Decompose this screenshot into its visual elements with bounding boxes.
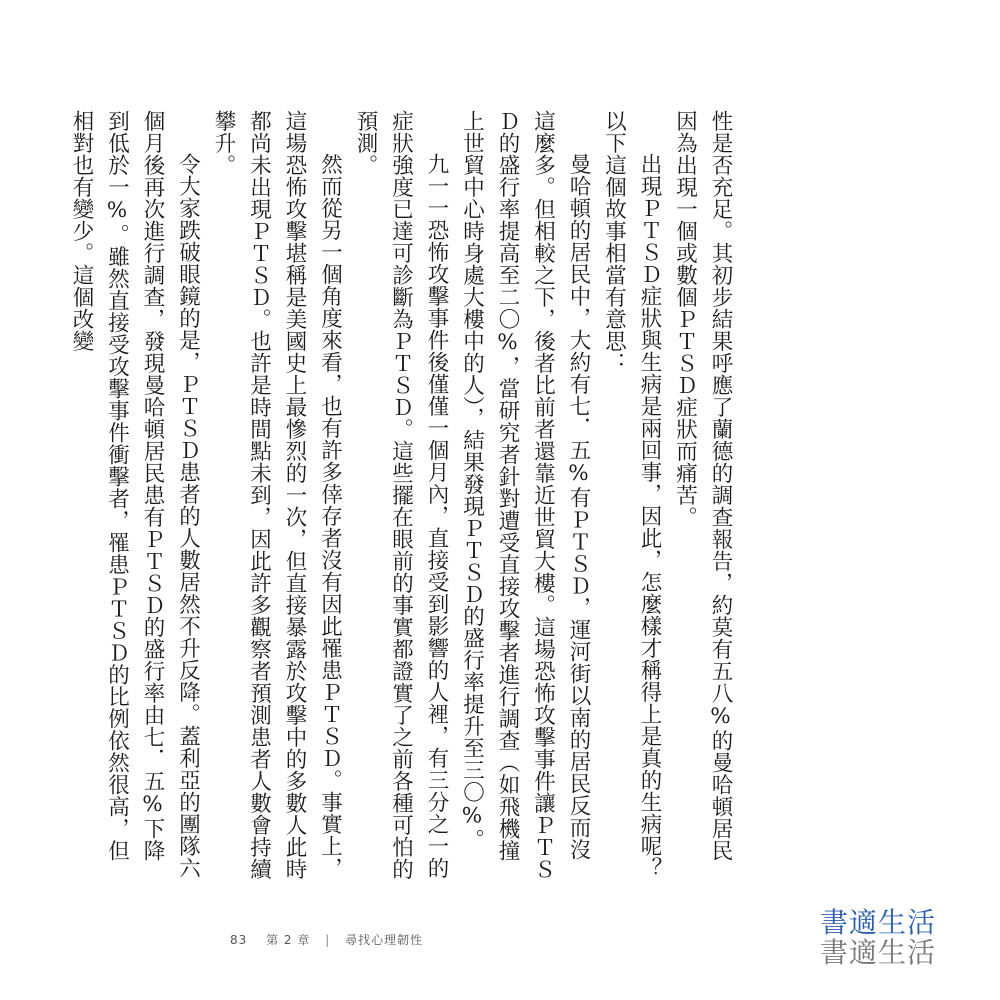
- paragraph-4: 九一一恐怖攻擊事件後僅僅一個月內，直接受到影響的人裡，有三分之一的症狀強度已達可診斷為ＰＴＳＤ。這些擺在眼前的事實都證實了之前各種可怕的預測。: [353, 110, 449, 880]
- page-footer: [230, 931, 423, 948]
- publisher-watermark: [820, 908, 950, 968]
- page-number: 83: [230, 933, 248, 947]
- chapter-title: 尋找心理韌性: [345, 933, 424, 947]
- watermark-line-1: 書適生活: [820, 906, 937, 939]
- paragraph-3: 曼哈頓的居民中，大約有七．五%有ＰＴＳＤ，運河街以南的居民反而沒這麼多。但相較之下，後者比前者還靠近世貿大樓。這場恐怖攻擊事件讓ＰＴＳＤ的盛行率提高至二〇%，當研究者針對遭受直接攻擊者進行調查（如飛機撞上世貿中心時身處大樓中的人），結果發現ＰＴＳＤ的盛行率提升至三〇%。: [459, 110, 591, 880]
- vertical-body-text: [64, 110, 739, 880]
- paragraph-5: 然而從另一個角度來看，也有許多倖存者沒有因此罹患ＰＴＳＤ。事實上，這場恐怖攻擊堪稱是美國史上最慘烈的一次，但直接暴露於攻擊中的多數人此時都尚未出現ＰＴＳＤ。也許是時間點未到，因此許多觀察者預測患者人數會持續攀升。: [211, 110, 343, 880]
- watermark-line-2: 書適生活: [820, 936, 937, 969]
- footer-separator: |: [325, 933, 331, 947]
- paragraph-2: 出現ＰＴＳＤ症狀與生病是兩回事，因此，怎麼樣才稱得上是真的生病呢？以下這個故事相當有意思：: [601, 110, 662, 879]
- chapter-label: 第 2 章: [266, 933, 311, 947]
- paragraph-1: 性是否充足。其初步結果呼應了蘭德的調查報告，約莫有五八%的曼哈頓居民因為出現一個或數個ＰＴＳＤ症狀而痛苦。: [672, 110, 733, 862]
- paragraph-6: 令大家跌破眼鏡的是，ＰＴＳＤ患者的人數居然不升反降。蓋利亞的團隊六個月後再次進行調查，發現曼哈頓居民患有ＰＴＳＤ的盛行率由七．五%下降到低於一%。雖然直接受攻擊事件衝擊者，罹患ＰＴＳＤ的比例依然很高，但相對也有變少。這個改變: [69, 110, 201, 879]
